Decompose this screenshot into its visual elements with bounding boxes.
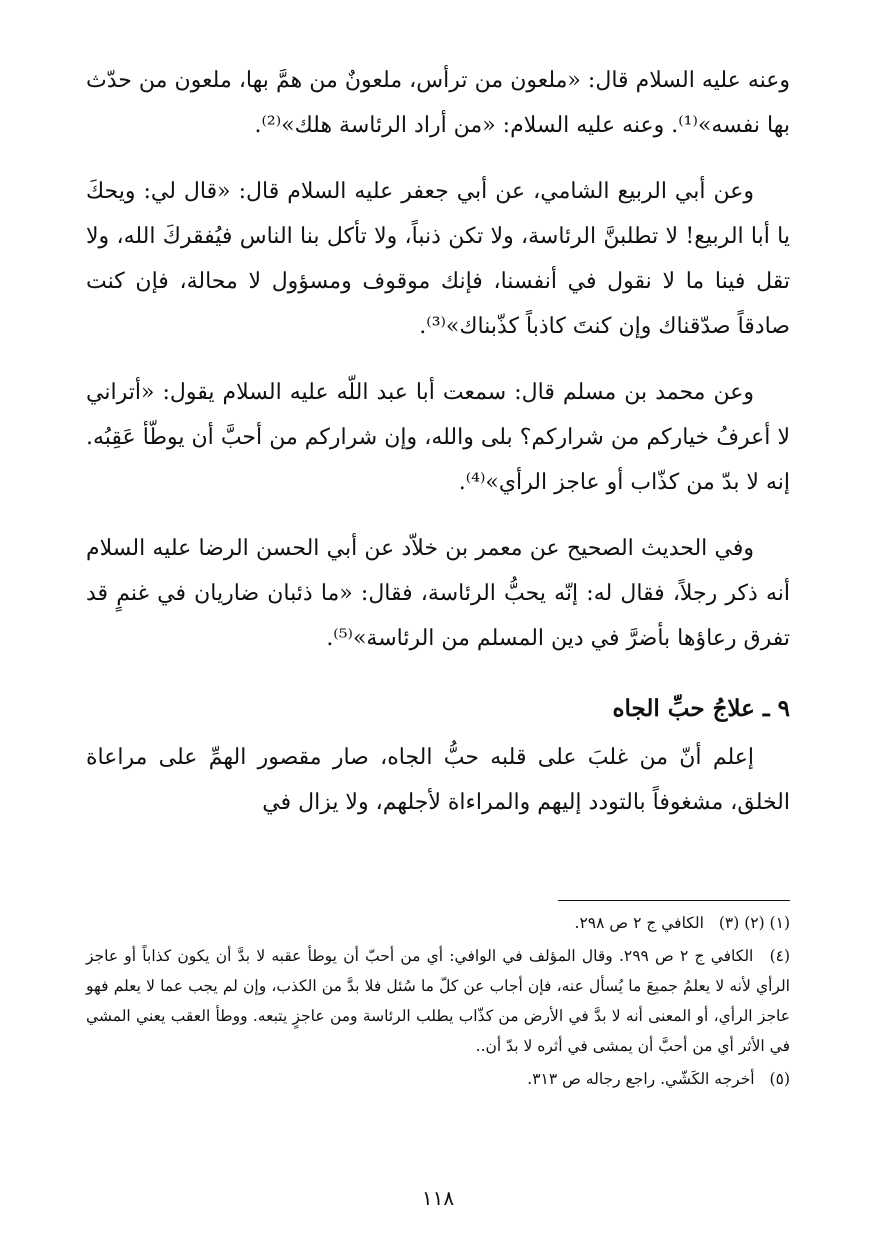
footnote-text: أخرجه الكَشّي. راجع رجاله ص ٣١٣. — [527, 1070, 755, 1088]
footnote-separator — [558, 900, 790, 901]
footnote-4 — [86, 941, 790, 1061]
footnote-number: (١) (٢) (٣) — [718, 914, 790, 932]
section-heading: ٩ ـ علاجُ حبِّ الجاه — [612, 694, 790, 722]
paragraph-3: وعن محمد بن مسلم قال: سمعت أبا عبد اللّه عليه السلام يقول: «أتراني لا أعرفُ خياركم من شراركم؟ بلى والله، وإن شراركم من أحبَّ أن يوطّأ عَقِبُه. إنه لا بدّ من كذّاب أو عاجز الرأي»⁽⁴⁾. — [86, 379, 790, 496]
page-number: ١١٨ — [421, 1186, 455, 1210]
paragraph-1: وعنه عليه السلام قال: «ملعون من ترأس، ملعونٌ من همَّ بها، ملعون من حدّث بها نفسه»⁽¹⁾. وعنه عليه السلام: «من أراد الرئاسة هلك»⁽²⁾. — [86, 68, 790, 139]
footnote-1 — [86, 908, 790, 938]
footnote-text: الكافي ج ٢ ص ٢٩٨. — [574, 914, 704, 932]
footnote-number: (٤) — [769, 947, 791, 965]
footnote-5 — [86, 1064, 790, 1094]
paragraph-2: وعن أبي الربيع الشامي، عن أبي جعفر عليه السلام قال: «قال لي: ويحكَ يا أبا الربيع! لا تطلبنَّ الرئاسة، ولا تكن ذنباً، ولا تأكل بنا الناس فيُفقركَ الله، ولا تقل فينا ما لا نقول في أنفسنا، فإنك موقوف ومسؤول لا محالة، فإن كنت صادقاً صدّقناك وإن كنتَ كاذباً كذّبناك»⁽³⁾. — [86, 178, 790, 340]
paragraph-4: وفي الحديث الصحيح عن معمر بن خلاّد عن أبي الحسن الرضا عليه السلام أنه ذكر رجلاً، فقال له: إنّه يحبُّ الرئاسة، فقال: «ما ذئبان ضاريان في غنمٍ قد تفرق رعاؤها بأضرَّ في دين المسلم من الرئاسة»⁽⁵⁾. — [86, 535, 790, 652]
footnotes — [86, 908, 790, 1097]
paragraph-5: إعلم أنّ من غلبَ على قلبه حبُّ الجاه، صار مقصور الهمِّ على مراعاة الخلق، مشغوفاً بالتودد إليهم والمراءاة لأجلهم، ولا يزال في — [86, 744, 790, 816]
main-text — [86, 58, 790, 825]
footnote-text: الكافي ج ٢ ص ٢٩٩. وقال المؤلف في الوافي: أي من أحبّ أن يوطأ عقبه لا بدَّ أن يكون كذاباً أو عاجز الرأي لأنه لا يعلمُ جميعَ ما يُسأل عنه، فإن أجاب عن كلّ ما سُئل فلا بدَّ من الكذب، وإن لم يجب عما لا يعلم فهو عاجز الرأي، أو المعنى أنه لا بدَّ في الأرض من كذّاب يطلب الرئاسة ومن عاجزٍ يتبعه. ووطأ العقب يعني المشي في الأثر أي من أحبَّ أن يمشى في أثره لا بدّ أن.. — [86, 947, 790, 1055]
footnote-number: (٥) — [769, 1070, 790, 1088]
